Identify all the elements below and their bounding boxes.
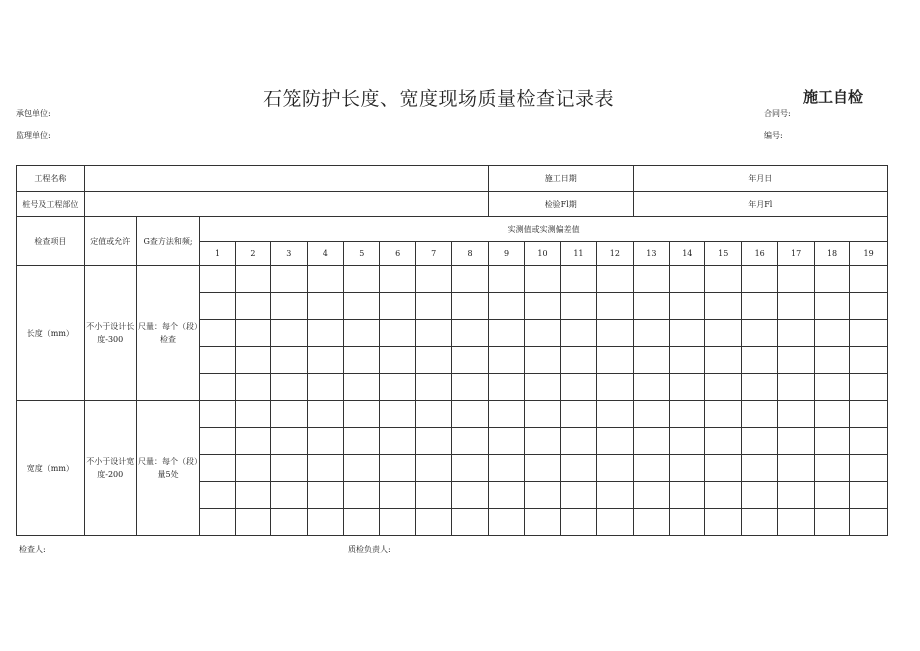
measurement-cell[interactable]: [670, 293, 705, 320]
measurement-cell[interactable]: [344, 428, 380, 455]
col-number: 19: [850, 242, 888, 266]
measurement-cell[interactable]: [597, 347, 633, 374]
measurement-cell[interactable]: [778, 320, 814, 347]
measurement-cell[interactable]: [741, 509, 777, 536]
measurement-cell[interactable]: [560, 347, 596, 374]
measurement-cell[interactable]: [488, 266, 524, 293]
contractor-label: 承包单位:: [16, 109, 51, 118]
measurement-cell[interactable]: [380, 428, 415, 455]
measurement-cell[interactable]: [560, 320, 596, 347]
measurement-cell[interactable]: [741, 401, 777, 428]
measurement-cell[interactable]: [415, 482, 451, 509]
col-number: 15: [705, 242, 741, 266]
width-allowed: 不小于设计宽度-200: [84, 401, 136, 536]
measurement-cell[interactable]: [488, 428, 524, 455]
measurement-cell[interactable]: [670, 428, 705, 455]
measurement-cell[interactable]: [200, 374, 235, 401]
measurement-cell[interactable]: [525, 266, 560, 293]
measurement-cell[interactable]: [415, 320, 451, 347]
col-number: 6: [380, 242, 415, 266]
measurement-cell[interactable]: [778, 293, 814, 320]
inspection-type-badge: 施工自检: [803, 88, 864, 106]
measurement-cell[interactable]: [415, 266, 451, 293]
measurement-cell[interactable]: [271, 401, 307, 428]
inspection-date-value[interactable]: 年月Fl: [633, 192, 887, 217]
measurement-cell[interactable]: [633, 347, 669, 374]
measurement-cell[interactable]: [525, 509, 560, 536]
measurement-cell[interactable]: [235, 320, 270, 347]
measurement-cell[interactable]: [850, 509, 888, 536]
measurement-cell[interactable]: [560, 374, 596, 401]
measurement-cell[interactable]: [235, 347, 270, 374]
measurement-cell[interactable]: [850, 374, 888, 401]
measurement-cell[interactable]: [235, 455, 270, 482]
col-number: 18: [814, 242, 849, 266]
measurement-cell[interactable]: [415, 428, 451, 455]
measurement-cell[interactable]: [307, 482, 343, 509]
measurement-cell[interactable]: [452, 428, 489, 455]
measurement-cell[interactable]: [670, 266, 705, 293]
measurement-cell[interactable]: [814, 401, 849, 428]
measurement-cell[interactable]: [452, 401, 489, 428]
measurement-cell[interactable]: [380, 509, 415, 536]
measurement-cell[interactable]: [307, 401, 343, 428]
measurement-cell[interactable]: [560, 509, 596, 536]
measurement-cell[interactable]: [307, 320, 343, 347]
measurement-cell[interactable]: [670, 401, 705, 428]
measurement-cell[interactable]: [597, 509, 633, 536]
measurement-cell[interactable]: [525, 320, 560, 347]
measurement-cell[interactable]: [705, 455, 741, 482]
measurement-cell[interactable]: [307, 266, 343, 293]
supervisor-label: 监理单位:: [16, 131, 51, 140]
measurement-cell[interactable]: [814, 374, 849, 401]
measurement-cell[interactable]: [380, 266, 415, 293]
measurement-cell[interactable]: [380, 374, 415, 401]
measurement-cell[interactable]: [271, 320, 307, 347]
inspector-label: 检查人:: [19, 545, 46, 554]
measurement-cell[interactable]: [415, 509, 451, 536]
measurement-cell[interactable]: [850, 455, 888, 482]
measurement-cell[interactable]: [597, 455, 633, 482]
measurement-cell[interactable]: [415, 401, 451, 428]
measurement-cell[interactable]: [850, 293, 888, 320]
measurement-cell[interactable]: [235, 509, 270, 536]
measurement-cell[interactable]: [271, 455, 307, 482]
station-field[interactable]: [84, 192, 488, 217]
measurement-cell[interactable]: [670, 320, 705, 347]
inspection-table: [16, 165, 888, 536]
measurement-cell[interactable]: [597, 401, 633, 428]
measurement-cell[interactable]: [271, 509, 307, 536]
measurement-cell[interactable]: [705, 482, 741, 509]
measurement-cell[interactable]: [200, 347, 235, 374]
measurement-cell[interactable]: [380, 347, 415, 374]
measurement-cell[interactable]: [525, 293, 560, 320]
col-number: 16: [741, 242, 777, 266]
measurement-cell[interactable]: [705, 266, 741, 293]
measurement-cell[interactable]: [560, 455, 596, 482]
length-method: 尺量：每个（段）检查: [136, 266, 200, 401]
measurement-cell[interactable]: [452, 266, 489, 293]
width-item-label: 宽度（mm）: [17, 401, 85, 536]
measurement-cell[interactable]: [235, 401, 270, 428]
measurement-cell[interactable]: [200, 509, 235, 536]
measurement-cell[interactable]: [705, 401, 741, 428]
measurement-cell[interactable]: [633, 320, 669, 347]
measurement-cell[interactable]: [271, 374, 307, 401]
col-number: 17: [778, 242, 814, 266]
measurement-cell[interactable]: [344, 482, 380, 509]
measurement-cell[interactable]: [488, 293, 524, 320]
measurement-cell[interactable]: [705, 347, 741, 374]
measurement-cell[interactable]: [633, 509, 669, 536]
check-item-header: 检查项目: [17, 217, 85, 266]
measurement-cell[interactable]: [488, 374, 524, 401]
serial-no-label: 编号:: [764, 131, 783, 140]
measurement-cell[interactable]: [741, 374, 777, 401]
measurement-cell[interactable]: [488, 509, 524, 536]
col-number: 3: [271, 242, 307, 266]
measurement-cell[interactable]: [380, 401, 415, 428]
measurement-cell[interactable]: [200, 320, 235, 347]
measurement-cell[interactable]: [525, 482, 560, 509]
measurement-cell[interactable]: [344, 374, 380, 401]
measurement-cell[interactable]: [778, 482, 814, 509]
measurement-cell[interactable]: [525, 455, 560, 482]
measurement-cell[interactable]: [633, 482, 669, 509]
measurement-cell[interactable]: [200, 428, 235, 455]
col-number: 5: [344, 242, 380, 266]
measurement-cell[interactable]: [597, 374, 633, 401]
measurement-cell[interactable]: [200, 401, 235, 428]
measurement-cell[interactable]: [344, 455, 380, 482]
measurement-cell[interactable]: [525, 401, 560, 428]
measurement-cell[interactable]: [850, 347, 888, 374]
measurement-cell[interactable]: [741, 482, 777, 509]
inspection-date-label: 检验Fl期: [488, 192, 633, 217]
measurement-cell[interactable]: [415, 293, 451, 320]
measurement-cell[interactable]: [452, 455, 489, 482]
measurement-cell[interactable]: [705, 509, 741, 536]
qc-manager-label: 质检负责人:: [348, 545, 391, 554]
measurement-cell[interactable]: [633, 401, 669, 428]
measurement-cell[interactable]: [741, 455, 777, 482]
measurement-cell[interactable]: [488, 320, 524, 347]
measurement-cell[interactable]: [670, 347, 705, 374]
measurement-cell[interactable]: [452, 320, 489, 347]
measurement-cell[interactable]: [344, 320, 380, 347]
measurement-cell[interactable]: [415, 347, 451, 374]
measurement-cell[interactable]: [850, 266, 888, 293]
measurement-cell[interactable]: [488, 455, 524, 482]
measurement-cell[interactable]: [235, 266, 270, 293]
measurement-cell[interactable]: [778, 401, 814, 428]
measurement-cell[interactable]: [850, 428, 888, 455]
project-name-label: 工程名称: [17, 166, 85, 192]
measurement-cell[interactable]: [452, 374, 489, 401]
length-item-label: 长度（mm）: [17, 266, 85, 401]
measurement-cell[interactable]: [705, 320, 741, 347]
allowed-header: 定值或允许: [84, 217, 136, 266]
measurement-cell[interactable]: [814, 347, 849, 374]
measurement-cell[interactable]: [235, 482, 270, 509]
measurement-cell[interactable]: [307, 293, 343, 320]
measurement-cell[interactable]: [344, 293, 380, 320]
measurement-cell[interactable]: [307, 374, 343, 401]
measurement-cell[interactable]: [670, 455, 705, 482]
measurement-cell[interactable]: [271, 266, 307, 293]
page-title: 石笼防护长度、宽度现场质量检查记录表: [263, 88, 615, 110]
measurement-cell[interactable]: [525, 374, 560, 401]
measurement-cell[interactable]: [814, 266, 849, 293]
measurement-cell[interactable]: [814, 455, 849, 482]
construction-date-label: 施工日期: [488, 166, 633, 192]
measurement-cell[interactable]: [525, 428, 560, 455]
col-number: 7: [415, 242, 451, 266]
measurement-cell[interactable]: [670, 482, 705, 509]
measurement-cell[interactable]: [778, 455, 814, 482]
col-number: 1: [200, 242, 235, 266]
measurement-cell[interactable]: [850, 401, 888, 428]
method-header: G查方法和频;: [136, 217, 200, 266]
measurement-cell[interactable]: [344, 509, 380, 536]
measurement-cell[interactable]: [560, 401, 596, 428]
measurement-cell[interactable]: [560, 428, 596, 455]
col-number: 13: [633, 242, 669, 266]
measurement-cell[interactable]: [307, 347, 343, 374]
measurement-cell[interactable]: [778, 509, 814, 536]
measurement-cell[interactable]: [271, 347, 307, 374]
measurement-cell[interactable]: [741, 320, 777, 347]
measurement-cell[interactable]: [344, 401, 380, 428]
measurement-cell[interactable]: [380, 293, 415, 320]
measurement-cell[interactable]: [670, 509, 705, 536]
contract-no-label: 合同号:: [764, 109, 791, 118]
measurement-cell[interactable]: [452, 293, 489, 320]
measurement-cell[interactable]: [741, 347, 777, 374]
length-allowed: 不小于设计长度-300: [84, 266, 136, 401]
col-number: 14: [670, 242, 705, 266]
col-number: 12: [597, 242, 633, 266]
measurement-cell[interactable]: [597, 293, 633, 320]
project-name-field[interactable]: [84, 166, 488, 192]
measurement-cell[interactable]: [200, 293, 235, 320]
measurement-cell[interactable]: [488, 482, 524, 509]
measurement-cell[interactable]: [344, 266, 380, 293]
measurement-cell[interactable]: [814, 482, 849, 509]
col-number: 4: [307, 242, 343, 266]
measurement-cell[interactable]: [452, 347, 489, 374]
measurement-cell[interactable]: [344, 347, 380, 374]
measurement-cell[interactable]: [307, 509, 343, 536]
measurement-cell[interactable]: [560, 266, 596, 293]
station-label: 桩号及工程部位: [17, 192, 85, 217]
measurement-cell[interactable]: [633, 293, 669, 320]
measurement-cell[interactable]: [741, 428, 777, 455]
width-method: 尺量：每个（段）量5处: [136, 401, 200, 536]
col-number: 10: [525, 242, 560, 266]
measurement-cell[interactable]: [814, 293, 849, 320]
col-number: 2: [235, 242, 270, 266]
col-number: 8: [452, 242, 489, 266]
measurement-cell[interactable]: [741, 266, 777, 293]
measurement-cell[interactable]: [741, 293, 777, 320]
measurement-cell[interactable]: [778, 374, 814, 401]
measurement-cell[interactable]: [814, 320, 849, 347]
measurement-cell[interactable]: [670, 374, 705, 401]
measurement-cell[interactable]: [452, 509, 489, 536]
measurement-cell[interactable]: [633, 374, 669, 401]
measurement-cell[interactable]: [452, 482, 489, 509]
measurement-cell[interactable]: [235, 293, 270, 320]
measurement-cell[interactable]: [778, 266, 814, 293]
measurement-cell[interactable]: [778, 347, 814, 374]
construction-date-value[interactable]: 年月日: [633, 166, 887, 192]
measurement-cell[interactable]: [525, 347, 560, 374]
col-number: 11: [560, 242, 596, 266]
measurement-cell[interactable]: [415, 455, 451, 482]
measurement-cell[interactable]: [633, 455, 669, 482]
measurement-cell[interactable]: [271, 482, 307, 509]
measurement-cell[interactable]: [633, 428, 669, 455]
measurement-cell[interactable]: [705, 428, 741, 455]
measurement-cell[interactable]: [488, 401, 524, 428]
measurement-cell[interactable]: [814, 428, 849, 455]
measurement-cell[interactable]: [271, 428, 307, 455]
measurement-cell[interactable]: [850, 482, 888, 509]
measurement-cell[interactable]: [307, 428, 343, 455]
measurement-cell[interactable]: [705, 293, 741, 320]
measurement-cell[interactable]: [597, 482, 633, 509]
measurement-cell[interactable]: [380, 320, 415, 347]
measurement-cell[interactable]: [778, 428, 814, 455]
measurement-cell[interactable]: [307, 455, 343, 482]
measurement-cell[interactable]: [380, 482, 415, 509]
measurement-cell[interactable]: [235, 374, 270, 401]
measured-header: 实测值或实测偏差值: [200, 217, 888, 242]
measurement-cell[interactable]: [488, 347, 524, 374]
measurement-cell[interactable]: [200, 455, 235, 482]
measurement-cell[interactable]: [597, 428, 633, 455]
col-number: 9: [488, 242, 524, 266]
measurement-cell[interactable]: [235, 428, 270, 455]
measurement-cell[interactable]: [560, 293, 596, 320]
measurement-cell[interactable]: [415, 374, 451, 401]
measurement-cell[interactable]: [633, 266, 669, 293]
measurement-cell[interactable]: [200, 482, 235, 509]
measurement-cell[interactable]: [597, 266, 633, 293]
measurement-cell[interactable]: [705, 374, 741, 401]
measurement-cell[interactable]: [560, 482, 596, 509]
measurement-cell[interactable]: [200, 266, 235, 293]
measurement-cell[interactable]: [271, 293, 307, 320]
measurement-cell[interactable]: [814, 509, 849, 536]
measurement-cell[interactable]: [850, 320, 888, 347]
measurement-cell[interactable]: [597, 320, 633, 347]
measurement-cell[interactable]: [380, 455, 415, 482]
